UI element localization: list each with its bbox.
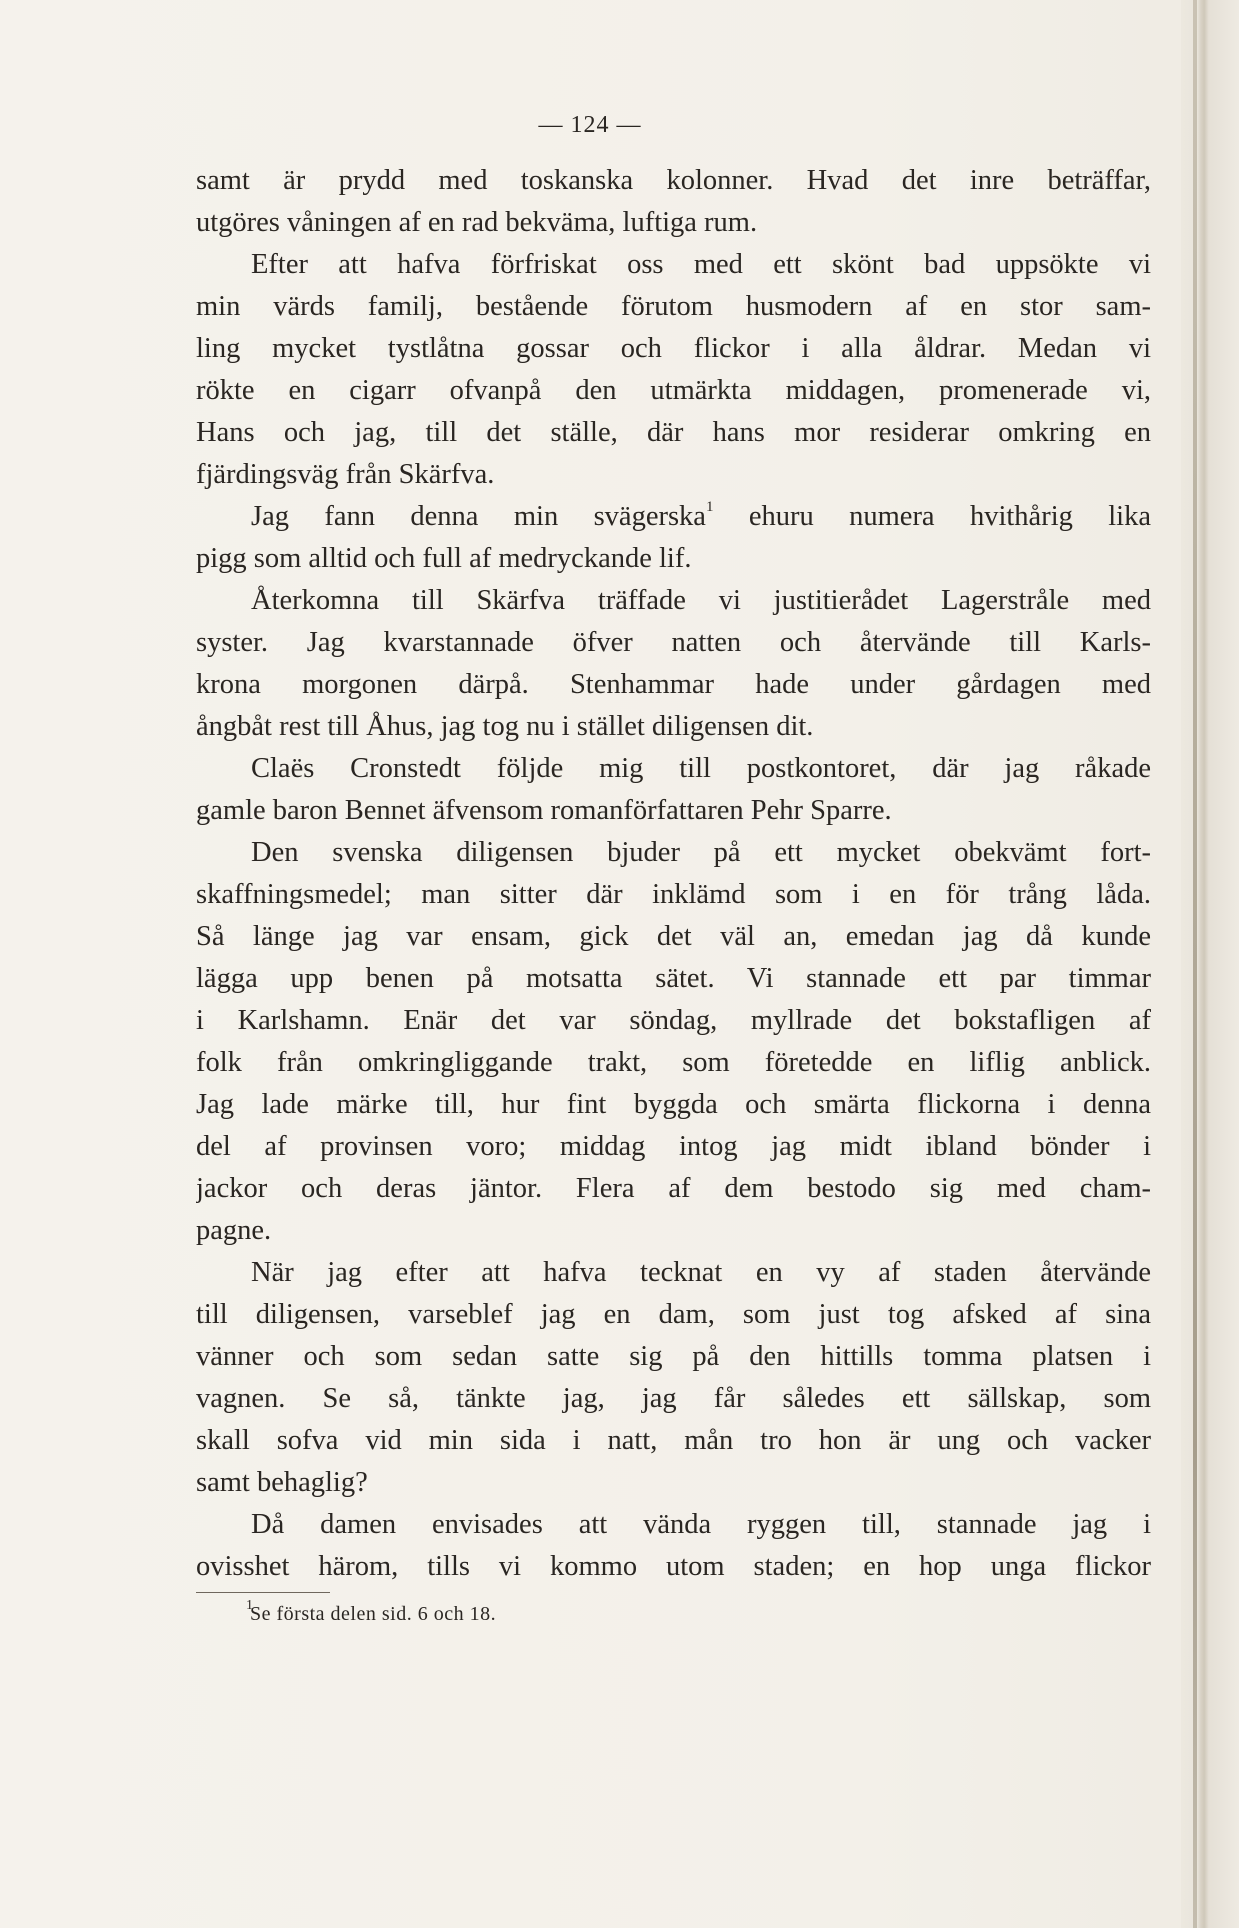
- text-line: [196, 1210, 1151, 1252]
- text-line-content: pagne.: [196, 1215, 272, 1246]
- text-line-content: till diligensen, varseblef jag en dam, som just tog afsked af sina: [196, 1299, 1151, 1330]
- text-line-content: Hans och jag, till det ställe, där hans mor residerar omkring en: [196, 417, 1151, 448]
- text-line: [196, 160, 1151, 202]
- footnote: Se första delen sid. 6 och 18.: [250, 1603, 497, 1625]
- text-line: [196, 874, 1151, 916]
- text-line: [196, 832, 1151, 874]
- text-line-content: Jag fann denna min svägerska: [251, 501, 706, 532]
- text-line: [196, 370, 1151, 412]
- text-line-content: Då damen envisades att vända ryggen till, stannade jag i: [251, 1509, 1151, 1540]
- text-line: [196, 1042, 1151, 1084]
- text-line: [196, 412, 1151, 454]
- text-line-content: lägga upp benen på motsatta sätet. Vi stannade ett par timmar: [196, 963, 1151, 994]
- text-line: [196, 622, 1151, 664]
- text-line-content: ling mycket tystlåtna gossar och flickor i alla åldrar. Medan vi: [196, 333, 1151, 364]
- text-line-content: min värds familj, bestående förutom husmodern af en stor sam-: [196, 291, 1151, 322]
- text-line: [196, 1084, 1151, 1126]
- text-line-content: i Karlshamn. Enär det var söndag, myllrade det bokstafligen af: [196, 1005, 1151, 1036]
- text-line: [196, 706, 1151, 748]
- footnote-reference: 1: [705, 499, 714, 515]
- text-line-content: del af provinsen voro; middag intog jag midt ibland bönder i: [196, 1131, 1151, 1162]
- text-line-content: Efter att hafva förfriskat oss med ett skönt bad uppsökte vi: [251, 249, 1151, 280]
- text-line-content: När jag efter att hafva tecknat en vy af staden återvände: [251, 1257, 1151, 1288]
- text-line: [196, 1294, 1151, 1336]
- text-line-content: syster. Jag kvarstannade öfver natten och återvände till Karls-: [196, 627, 1151, 658]
- text-line-content: rökte en cigarr ofvanpå den utmärkta middagen, promenerade vi,: [196, 375, 1151, 406]
- text-line-content: skall sofva vid min sida i natt, mån tro hon är ung och vacker: [196, 1425, 1151, 1456]
- text-line: [196, 454, 1151, 496]
- text-line-content: fjärdingsväg från Skärfva.: [196, 459, 495, 490]
- text-line: [196, 1168, 1151, 1210]
- text-line-content: Claës Cronstedt följde mig till postkontoret, där jag råkade: [251, 753, 1151, 784]
- text-line-content: ovisshet härom, tills vi kommo utom staden; en hop unga flickor: [196, 1551, 1151, 1582]
- text-line-content: Så länge jag var ensam, gick det väl an, emedan jag då kunde: [196, 921, 1151, 952]
- text-line: [196, 664, 1151, 706]
- text-line: [196, 1126, 1151, 1168]
- text-line-content: skaffningsmedel; man sitter där inklämd som i en för trång låda.: [196, 879, 1151, 910]
- text-line-content: vänner och som sedan satte sig på den hittills tomma platsen i: [196, 1341, 1151, 1372]
- text-line-content: vagnen. Se så, tänkte jag, jag får således ett sällskap, som: [196, 1383, 1151, 1414]
- text-line: [196, 1420, 1151, 1462]
- text-line: [196, 328, 1151, 370]
- text-line-content: samt behaglig?: [196, 1467, 368, 1498]
- text-line: [196, 202, 1151, 244]
- text-line: [196, 538, 1151, 580]
- text-line-content: Jag lade märke till, hur fint byggda och smärta flickorna i denna: [196, 1089, 1151, 1120]
- text-line-content: krona morgonen därpå. Stenhammar hade under gårdagen med: [196, 669, 1151, 700]
- text-line: [196, 496, 1151, 538]
- text-line-content: utgöres våningen af en rad bekväma, luftiga rum.: [196, 207, 758, 238]
- text-line: [196, 958, 1151, 1000]
- text-line: [196, 790, 1151, 832]
- text-line-content: Den svenska diligensen bjuder på ett mycket obekvämt fort-: [251, 837, 1151, 868]
- text-line: [196, 580, 1151, 622]
- body-text: [196, 160, 1151, 1588]
- text-line: [196, 286, 1151, 328]
- text-line: [196, 1378, 1151, 1420]
- binding-edge: [1193, 0, 1197, 1928]
- text-line: [196, 916, 1151, 958]
- text-line: [196, 1336, 1151, 1378]
- text-line-content: Återkomna till Skärfva träffade vi justitierådet Lagerstråle med: [251, 585, 1151, 616]
- text-line-continuation: ehuru numera hvithårig lika: [713, 501, 1151, 532]
- text-line-content: pigg som alltid och full af medryckande lif.: [196, 543, 692, 574]
- text-line: [196, 1462, 1151, 1504]
- text-line: [196, 244, 1151, 286]
- text-line: [196, 1504, 1151, 1546]
- text-line-content: ångbåt rest till Åhus, jag tog nu i stället diligensen dit.: [196, 711, 814, 742]
- footnote-rule: [196, 1592, 330, 1593]
- text-line-content: samt är prydd med toskanska kolonner. Hvad det inre beträffar,: [196, 165, 1151, 196]
- page-number: — 124 —: [538, 112, 642, 138]
- footnote-marker: 1: [246, 1598, 253, 1613]
- text-line: [196, 748, 1151, 790]
- text-line-content: gamle baron Bennet äfvensom romanförfattaren Pehr Sparre.: [196, 795, 892, 826]
- book-gutter-shadow: [1181, 0, 1239, 1928]
- text-line: [196, 1000, 1151, 1042]
- text-line-content: folk från omkringliggande trakt, som företedde en liflig anblick.: [196, 1047, 1151, 1078]
- text-line-content: jackor och deras jäntor. Flera af dem bestodo sig med cham-: [196, 1173, 1151, 1204]
- text-line: [196, 1546, 1151, 1588]
- text-line: [196, 1252, 1151, 1294]
